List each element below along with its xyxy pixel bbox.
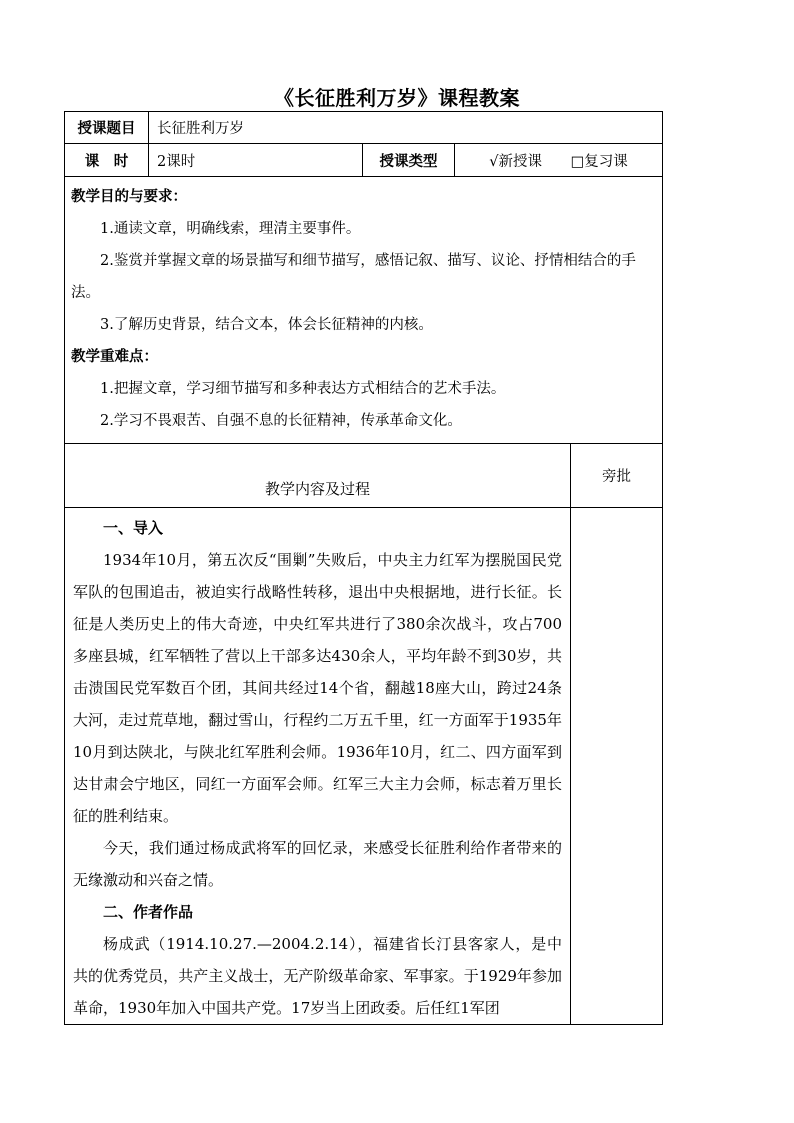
goals-heading: 教学目的与要求： [71,188,187,205]
lesson-plan-table [64,111,663,1025]
topic-label: 授课题目 [65,112,149,144]
content-body-row [65,508,663,1025]
type-label: 授课类型 [363,144,455,177]
side-notes-heading: 旁批 [571,444,663,508]
paragraph: 1934年10月，第五次反“围剿”失败后，中央主力红军为摆脱国民党军队的包围追击，被迫实行战略性转移，退出中央根据地，进行长征。长征是人类历史上的伟大奇迹，中央红军共进行了380余次战斗，攻占700多座县城，红军牺牲了营以上干部多达430余人，平均年龄不到30岁，共击溃国民党军数百个团，其间共经过14个省，翻越18座大山，跨过24条大河，走过荒草地，翻过雪山，行程约二万五千里，红一方面军于1935年10月到达陕北，与陕北红军胜利会师。1936年10月，红二、四方面军到达甘肃会宁地区，同红一方面军会师。红军三大主力会师，标志着万里长征的胜利结束。 [73,551,562,825]
paragraph: 今天，我们通过杨成武将军的回忆录，来感受长征胜利给作者带来的无缘激动和兴奋之情。 [73,839,562,889]
type-new-option: √新授课 [489,153,542,170]
paragraph: 杨成武（1914.10.27.—2004.2.14），福建省长汀县客家人，是中共的优秀党员，共产主义战士，无产阶级革命家、军事家。于1929年参加革命，1930年加入中国共产党。17岁当上团政委。后任红1军团 [73,935,562,1017]
goals-cell [65,177,663,444]
topic-row [65,112,663,144]
side-notes-cell [571,508,663,1025]
content-header-row [65,444,663,508]
content-body [65,508,571,1025]
hours-label: 课 时 [65,144,149,177]
page-title: 《长征胜利万岁》课程教案 [274,86,520,110]
section-title: 二、作者作品 [103,903,194,921]
key-point-item: 1.把握文章，学习细节描写和多种表达方式相结合的艺术手法。 [100,381,506,397]
goal-item: 3.了解历史背景，结合文本，体会长征精神的内核。 [100,317,433,333]
topic-value: 长征胜利万岁 [149,112,663,144]
content-heading-cell [65,444,571,508]
key-point-item: 2.学习不畏艰苦、自强不息的长征精神，传承革命文化。 [100,413,462,429]
goal-item: 2.鉴赏并掌握文章的场景描写和细节描写，感悟记叙、描写、议论、抒情相结合的手法。 [71,253,636,301]
hours-row [65,144,663,177]
content-heading: 教学内容及过程 [264,480,370,498]
type-review-option: □复习课 [570,153,628,170]
key-points-heading: 教学重难点： [71,348,158,365]
type-value [455,144,663,177]
section-title: 一、导入 [103,519,164,537]
goal-item: 1.通读文章，明确线索，理清主要事件。 [100,221,361,237]
hours-value: 2课时 [149,144,363,177]
goals-row [65,177,663,444]
